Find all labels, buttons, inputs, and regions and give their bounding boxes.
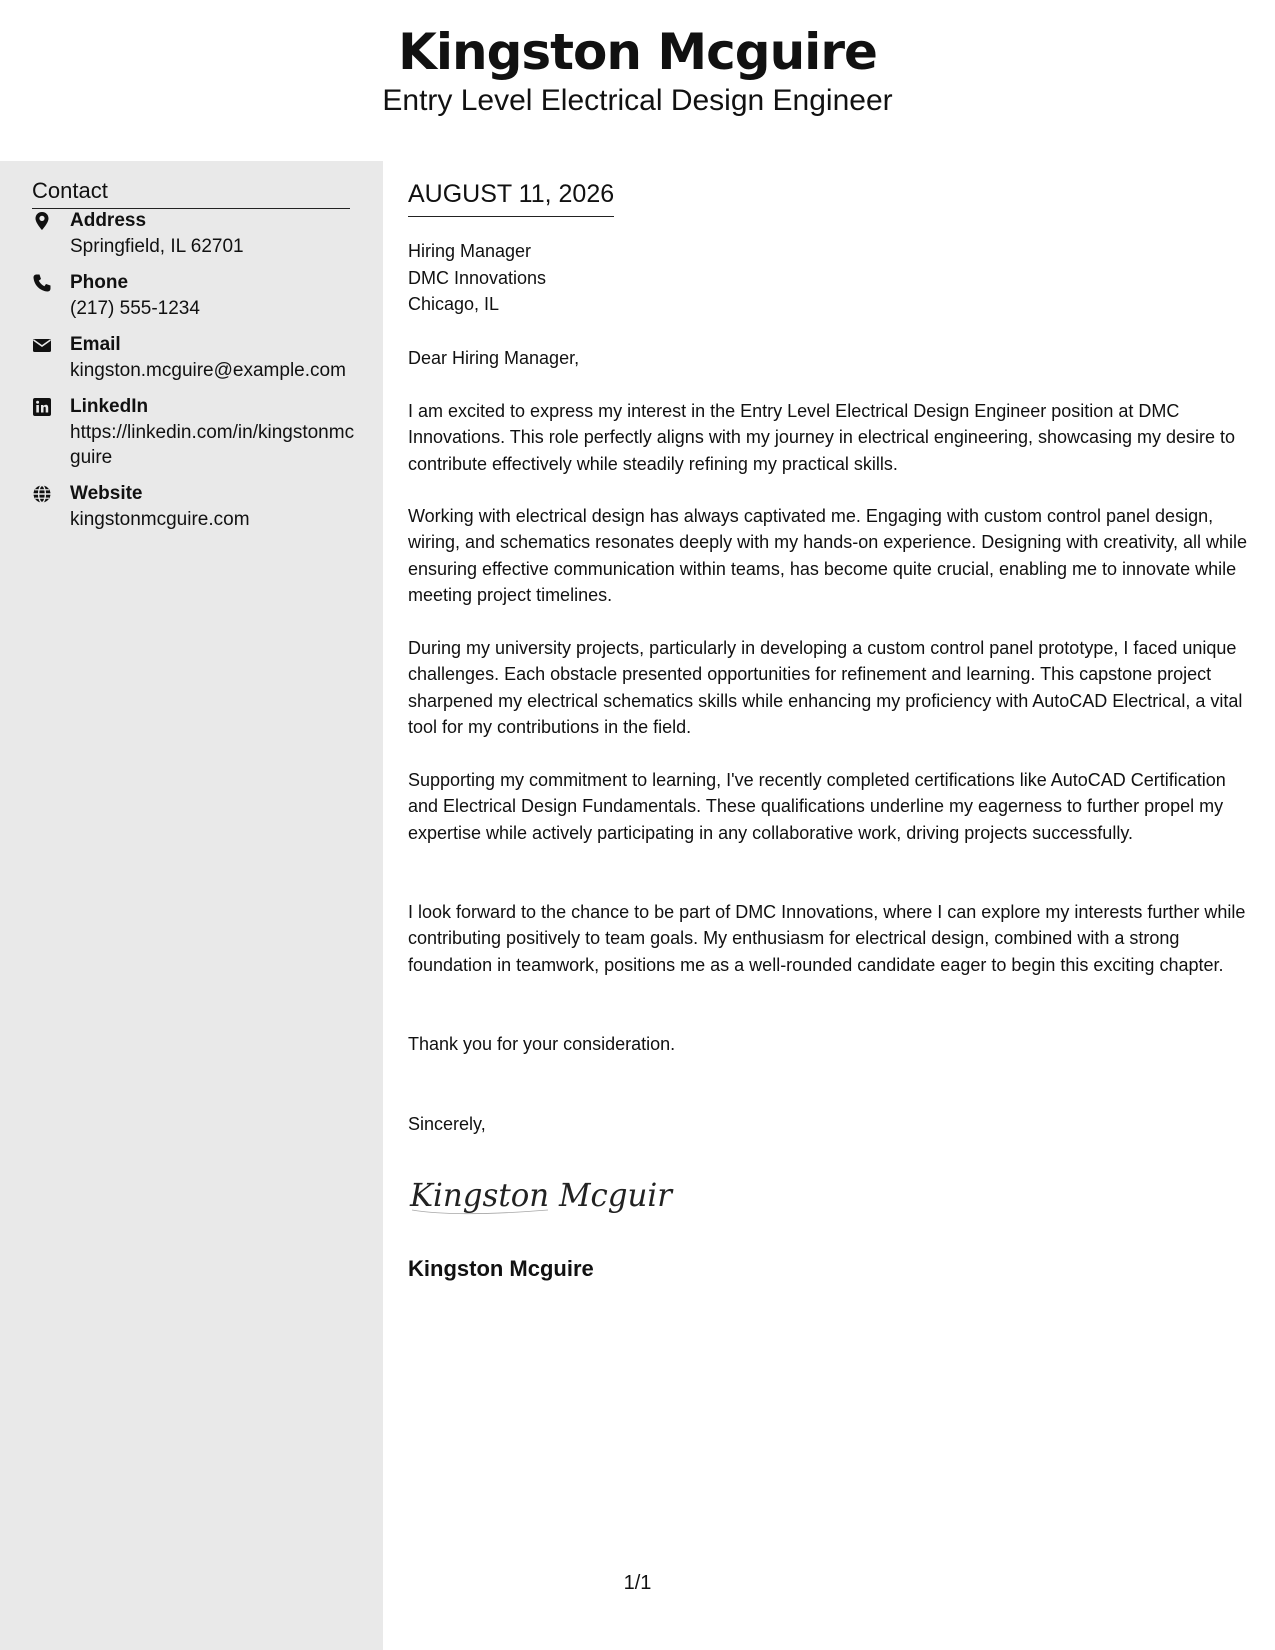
paragraph: Supporting my commitment to learning, I've recently completed certifications like AutoCAD Certification and Electrical Design Fundamentals. These qualifications underline my eagerness to further propel my expertise while actively participating in any collaborative work, driving projects successfully. (408, 770, 1226, 843)
recipient-line: Hiring Manager (408, 241, 532, 261)
handwritten-signature (408, 1170, 678, 1220)
contact-label: Address (70, 210, 147, 231)
contact-heading: Contact (32, 176, 350, 209)
recipient-block (408, 238, 546, 318)
contact-label: Phone (70, 272, 129, 293)
job-title: Entry Level Electrical Design Engineer (382, 84, 893, 117)
globe-icon (32, 484, 54, 506)
linkedin-icon (32, 397, 54, 419)
contact-value: Springfield, IL 62701 (70, 236, 244, 257)
letter-date: AUGUST 11, 2026 (408, 178, 614, 217)
contact-value: (217) 555-1234 (70, 298, 200, 319)
map-pin-icon (32, 211, 54, 233)
contact-value: kingston.mcguire@example.com (70, 360, 346, 381)
contact-sidebar (0, 161, 383, 1650)
contact-value: https://linkedin.com/in/kingstonmcguire (70, 422, 355, 468)
signature-text: Kingston Mcguir (409, 1176, 674, 1214)
paragraph: During my university projects, particularly in developing a custom control panel prototype, I faced unique challenges. Each obstacle presented opportunities for refinement and learning. This capstone project sharpened my electrical schematics skills while enhancing my proficiency with AutoCAD Electrical, a vital tool for my contributions in the field. (408, 638, 1243, 737)
contact-label: LinkedIn (70, 396, 149, 417)
paragraph: I am excited to express my interest in the Entry Level Electrical Design Engineer position at DMC Innovations. This role perfectly aligns with my journey in electrical engineering, showcasing my desire to contribute effectively while steadily refining my practical skills. (408, 401, 1236, 474)
paragraph: I look forward to the chance to be part of DMC Innovations, where I can explore my interests further while contributing positively to team goals. My enthusiasm for electrical design, combined with a strong foundation in teamwork, positions me as a well-rounded candidate eager to begin this exciting chapter. (408, 902, 1246, 975)
thanks-line: Thank you for your consideration. (408, 1034, 676, 1054)
phone-icon (32, 273, 54, 295)
page-number: 1/1 (623, 1572, 652, 1594)
closing: Sincerely, (408, 1114, 486, 1134)
envelope-icon (32, 335, 54, 357)
applicant-name: Kingston Mcguire (398, 23, 877, 81)
recipient-line: DMC Innovations (408, 267, 547, 288)
recipient-line: Chicago, IL (408, 294, 500, 314)
contact-label: Email (70, 334, 121, 355)
signer-name: Kingston Mcguire (408, 1256, 594, 1281)
header (0, 0, 1275, 160)
contact-value: kingstonmcguire.com (70, 509, 250, 530)
contact-label: Website (70, 483, 143, 504)
salutation: Dear Hiring Manager, (408, 348, 580, 368)
paragraph: Working with electrical design has always captivated me. Engaging with custom control panel design, wiring, and schematics resonates deeply with my hands-on experience. Designing with creativity, all while ensuring effective communication within teams, has become quite crucial, enabling me to innovate while meeting project timelines. (408, 506, 1248, 605)
